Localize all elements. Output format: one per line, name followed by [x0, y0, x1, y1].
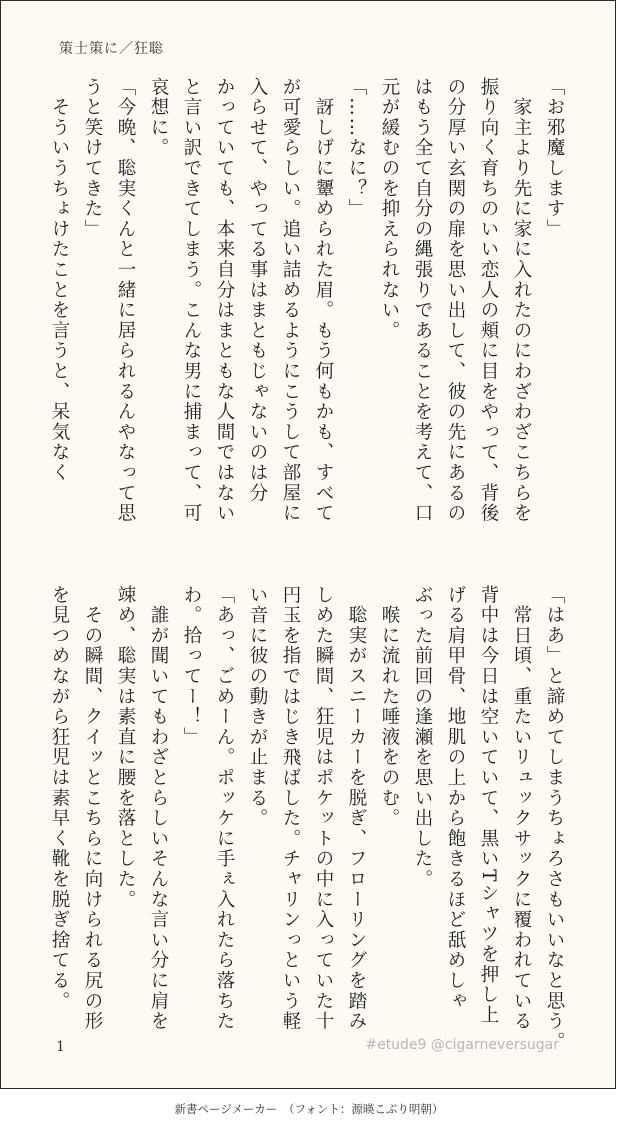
text-line: い音に彼の動きが止まる。 [247, 585, 268, 829]
text-line: 「今晩、聡実くんと一緒に居られるんやなって思 [115, 77, 136, 524]
maker-footer: 新書ページメーカー （フォント：源暎こぶり明朝） [174, 1102, 444, 1116]
text-line: 「あっ、ごめーん。ポッケに手ぇ入れたら落ちた [214, 585, 235, 1032]
text-line: ぶった前回の逢瀬を思い出した。 [412, 585, 433, 890]
text-line: 竦め、聡実は素直に腰を落とした。 [115, 585, 136, 910]
text-line: が可愛らしい。追い詰めるようにこうして部屋に [280, 77, 301, 524]
text-line: しめた瞬間、狂児はポケットの中に入っていた十 [313, 585, 334, 1032]
text-line: 「……なに？」 [346, 77, 367, 220]
text-line: 「はあ」と諦めてしまうちょろさもいいなと思う。 [544, 585, 565, 1052]
text-line: の分厚い玄関の扉を思い出して、彼の先にあるの [445, 77, 466, 524]
text-line: 元が緩むのを抑えられない。 [379, 77, 400, 341]
text-line: 誰が聞いてもわざとらしいそんな言い分に肩を [148, 585, 169, 1032]
text-line: を見つめながら狂児は素早く靴を脱ぎ捨てる。 [49, 585, 70, 1012]
text-line: かっていても、本来自分はまともな人間ではない [214, 77, 235, 524]
text-line: 振り向く育ちのいい恋人の頬に目をやって、背後 [478, 77, 499, 524]
text-line: 円玉を指ではじき飛ばした。チャリンっという軽 [280, 585, 301, 1032]
text-line: 常日頃、重たいリュックサックに覆われている [511, 585, 532, 1032]
text-line: うと笑けてきた」 [82, 77, 103, 240]
text-line: 背中は今日は空いていて、黒いTシャツを押し上 [478, 585, 499, 1026]
page-number: 1 [56, 1039, 65, 1055]
text-line: はもう全て自分の縄張りであることを考えて、口 [412, 77, 433, 524]
text-line: 哀想に。 [148, 77, 169, 159]
author-credit: #etude9 @cigarneversugar [365, 1037, 559, 1053]
text-line: 聡実がスニーカーを脱ぎ、フローリングを踏み [346, 585, 367, 1032]
text-line: と言い訳できてしまう。こんな男に捕まって、可 [181, 77, 202, 524]
text-line: 「お邪魔します」 [544, 77, 565, 240]
text-tier-top [43, 77, 571, 537]
text-line: 入らせて、やってる事はまともじゃないのは分 [247, 77, 268, 504]
text-line: そういうちょけたことを言うと、呆気なく [49, 77, 70, 483]
text-line: わ。拾ってー！」 [181, 585, 202, 748]
text-line: 家主より先に家に入れたのにわざわざこちらを [511, 77, 532, 524]
text-line: その瞬間、クイッとこちらに向けられる尻の形 [82, 585, 103, 1032]
text-line: 訝しげに顰められた眉。もう何もかも、すべて [313, 77, 334, 524]
running-title: 策士策に／狂聡 [59, 41, 164, 57]
text-line: 喉に流れた唾液をのむ。 [379, 585, 400, 829]
text-line: げる肩甲骨、地肌の上から飽きるほど舐めしゃ [445, 585, 466, 1012]
